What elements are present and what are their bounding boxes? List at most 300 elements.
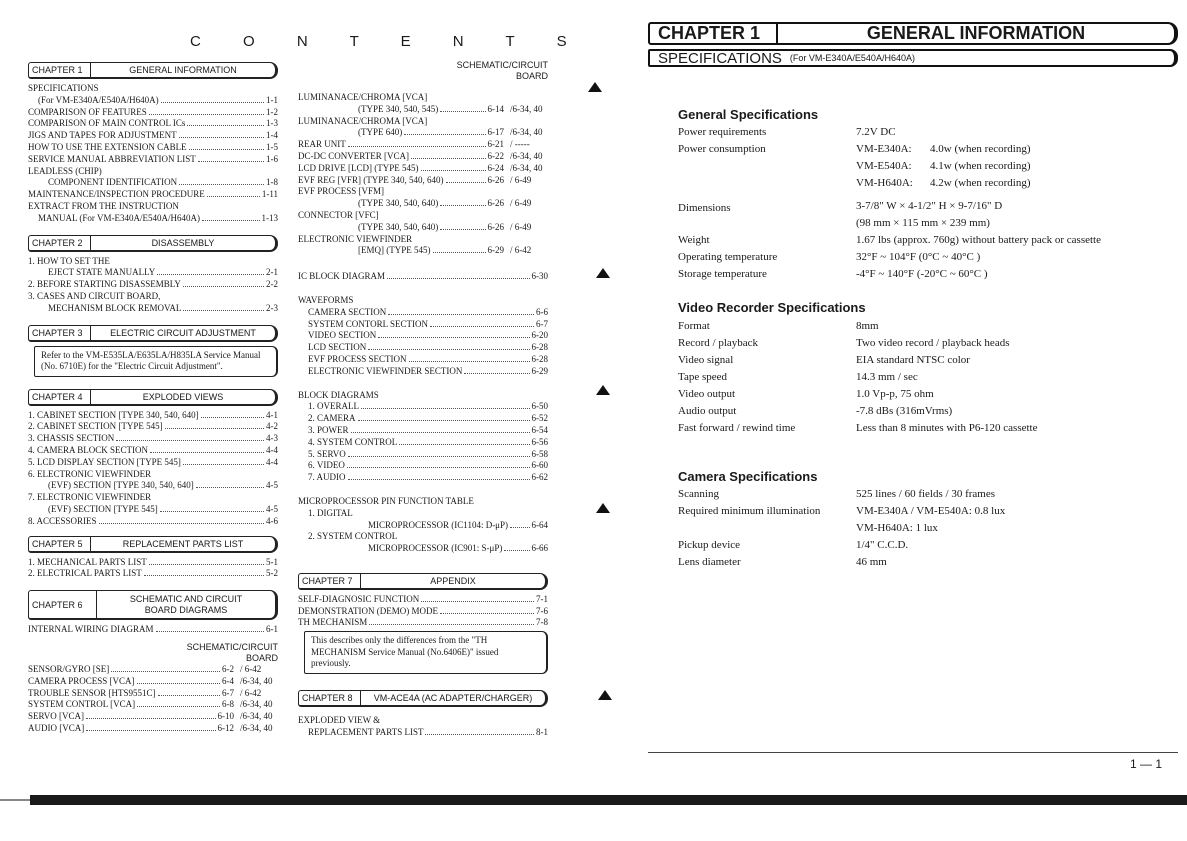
power-row [856,175,1178,192]
waveforms-heading: WAVEFORMS [298,294,354,305]
entry-title: (TYPE 340, 540, 545) [358,103,439,114]
entry-board-page: / 6-42 [510,245,532,256]
entry-page: 4-5 [266,480,278,491]
chapter-4-list [28,410,278,528]
chapter-banner [648,22,1178,45]
toc-entry [28,624,278,636]
power: 4.1w (when recording) [930,160,1031,172]
entry-page: 6-29 [531,365,548,376]
registration-mark-icon [598,690,612,700]
leader-dots [111,671,220,672]
leader-dots [368,349,529,350]
entry-title: 1. OVERALL [308,401,359,412]
entry-title: 2. CABINET SECTION [TYPE 545] [28,421,163,432]
entry-title: ELECTRONIC VIEWFINDER SECTION [308,365,463,376]
entry-board-page: / 6-42 [240,663,262,674]
video-recorder-specifications-heading: Video Recorder Specifications [678,300,866,315]
leader-dots [198,161,264,162]
leader-dots [137,706,220,707]
spec-row [678,386,1178,403]
toc-entry [308,413,548,425]
leader-dots [149,564,264,565]
entry-title: DC-DC CONVERTER [VCA] [298,150,409,161]
entry-title: 8. ACCESSORIES [28,515,97,526]
entry-board-page: /6-34, 40 [510,162,543,173]
spec-key: Audio output [678,405,737,417]
toc-entry [308,508,548,520]
entry-page: 2-1 [266,267,278,278]
toc-entry [298,151,548,163]
entry-title: 6. VIDEO [308,460,345,471]
entry-page: 4-4 [266,456,278,467]
entry-page: 1-6 [266,153,278,164]
micro-heading: MICROPROCESSOR PIN FUNCTION TABLE [298,495,474,506]
entry-title: (TYPE 640) [358,127,403,138]
entry-title: CONNECTOR [VFC] [298,209,379,220]
entry-title: CAMERA SECTION [308,306,387,317]
spec-row [678,249,1178,266]
entry-title: AUDIO [VCA] [28,722,85,733]
chapter-number: CHAPTER 3 [29,326,91,340]
toc-entry [298,92,548,104]
entry-board-page: /6-34, 40 [510,127,543,138]
leader-dots [156,631,265,632]
toc-entry [308,437,548,449]
toc-entry [28,303,278,315]
toc-entry [298,715,548,727]
spec-key: Required minimum illumination [678,505,821,517]
micro-list [298,508,548,555]
toc-entry [28,457,278,469]
specifications-subtitle: (For VM-E340A/E540A/H640A) [789,53,915,63]
camera-specifications [678,486,1178,571]
leader-dots [116,440,264,441]
chapter-number: CHAPTER 1 [29,63,91,77]
chapter-name: APPENDIX [430,575,476,586]
power: 4.0w (when recording) [930,143,1031,155]
leader-dots [433,252,486,253]
spec-row [678,232,1178,249]
spec-row [678,352,1178,369]
leader-dots [358,420,530,421]
toc-entry [28,711,278,723]
entry-page: 6-4 [222,675,234,686]
entry-title: 2. ELECTRICAL PARTS LIST [28,568,142,579]
entry-title: SERVICE MANUAL ABBREVIATION LIST [28,153,196,164]
toc-entry [28,83,278,95]
toc-entry [308,520,548,532]
spec-key: Tape speed [678,371,728,383]
schematic-header [28,642,278,664]
entry-title: EXPLODED VIEW & [298,714,381,725]
entry-page: 1-8 [266,177,278,188]
leader-dots [165,428,264,429]
spec-value: 46 mm [856,556,887,568]
toc-entry [28,154,278,166]
toc-entry [308,531,548,543]
entry-page: 4-5 [266,503,278,514]
leader-dots [202,220,260,221]
chapter-6-schematic-list [28,664,278,735]
leader-dots [144,575,264,576]
entry-page: 2-3 [266,302,278,313]
entry-page: 6-7 [536,318,548,329]
entry-page: 6-66 [531,543,548,554]
spec-row [678,537,1178,554]
leader-dots [157,274,264,275]
spec-row [678,403,1178,420]
chapter-name: ELECTRIC CIRCUIT ADJUSTMENT [110,327,256,338]
chapter-name: VM-ACE4A (AC ADAPTER/CHARGER) [373,692,533,703]
entry-page: 6-22 [487,150,504,161]
entry-page: 4-3 [266,433,278,444]
chapter-name-line-2: BOARD DIAGRAMS [144,604,228,615]
entry-page: 7-8 [536,617,548,628]
entry-page: 6-26 [487,174,504,185]
chapter-2-box [28,235,278,252]
spec-key: Dimensions [678,202,731,214]
leader-dots [201,417,264,418]
spec-row [678,369,1178,386]
toc-entry [308,460,548,472]
page-number: 1 — 1 [1130,757,1163,771]
entry-page: 6-54 [531,424,548,435]
entry-board-page: / 6-49 [510,198,532,209]
entry-title: (For VM-E340A/E540A/H640A) [38,94,159,105]
spec-key: Scanning [678,488,719,500]
entry-title: 4. CAMERA BLOCK SECTION [28,444,149,455]
entry-title: (TYPE 340, 540, 640) [358,221,439,232]
contents-column-right [298,60,548,738]
spec-value: 1.67 lbs (approx. 760g) without battery pack or cassette [856,234,1101,246]
leader-dots [409,361,530,362]
toc-entry [298,116,548,128]
spec-row [678,141,1178,192]
chapter-5-list [28,557,278,581]
power-row [856,141,1178,158]
toc-entry [28,445,278,457]
general-specifications [678,124,1178,283]
dimension-mm: (98 mm × 115 mm × 239 mm) [856,217,990,229]
chapter-1-list [28,83,278,225]
entry-title: COMPARISON OF MAIN CONTROL ICs [28,118,186,129]
toc-entry [298,606,548,618]
leader-dots [510,527,529,528]
toc-entry [298,210,548,222]
toc-entry [28,492,278,504]
leader-dots [351,432,530,433]
toc-entry [298,222,548,234]
toc-entry [298,186,548,198]
leader-dots [183,286,264,287]
toc-entry [308,543,548,555]
spec-key: Video output [678,388,736,400]
registration-mark-icon [596,268,610,278]
spec-value: 8mm [856,320,879,332]
spec-row [678,198,1178,232]
illumination-e340-e540: VM-E340A / VM-E540A: 0.8 lux [856,505,1006,517]
block-diagrams-list [298,401,548,484]
leader-dots [369,624,534,625]
entry-title: EJECT STATE MANUALLY [48,267,156,278]
spec-value: -4°F ~ 140°F (-20°C ~ 60°C ) [856,268,988,280]
spec-key: Pickup device [678,539,741,551]
entry-title: VIDEO SECTION [308,330,377,341]
dimension-inches: 3-7/8" W × 4-1/2" H × 9-7/16" D [856,200,1003,212]
spec-key: Format [678,320,710,332]
spec-value: 525 lines / 60 fields / 30 frames [856,488,996,500]
entry-title: INTERNAL WIRING DIAGRAM [28,624,154,635]
entry-page: 6-10 [217,711,234,722]
leader-dots [207,196,260,197]
power: 4.2w (when recording) [930,177,1031,189]
entry-title: EVF REG [VFR] (TYPE 340, 540, 640) [298,174,444,185]
toc-entry [28,177,278,189]
spec-value: Less than 8 minutes with P6-120 cassette [856,422,1038,434]
entry-title: MANUAL (For VM-E340A/E540A/H640A) [38,212,200,223]
leader-dots [149,114,264,115]
entry-page: 6-29 [487,245,504,256]
chapter-name: EXPLODED VIEWS [142,391,224,402]
toc-entry [28,256,278,268]
leader-dots [446,182,486,183]
entry-page: 6-52 [531,413,548,424]
spec-key: Fast forward / rewind time [678,422,796,434]
entry-page: 4-2 [266,421,278,432]
entry-title: DEMONSTRATION (DEMO) MODE [298,605,438,616]
leader-dots [196,487,264,488]
leader-dots [99,523,264,524]
chapter-number: CHAPTER 7 [299,574,361,588]
toc-entry [298,594,548,606]
leader-dots [348,456,530,457]
entry-title: EVF PROCESS [VFM] [298,186,385,197]
chapter-number: CHAPTER 4 [29,390,91,404]
entry-board-page: / 6-49 [510,221,532,232]
spec-row [678,124,1178,141]
entry-title: SERVO [VCA] [28,711,85,722]
toc-entry [298,234,548,246]
entry-board-page: / ----- [510,139,530,150]
specifications-banner [648,49,1178,67]
entry-title: LCD SECTION [308,342,367,353]
entry-title: 7. ELECTRONIC VIEWFINDER [28,492,152,503]
chapter-number: CHAPTER 6 [29,591,97,618]
entry-title: REPLACEMENT PARTS LIST [308,726,424,737]
entry-board-page: / 6-49 [510,174,532,185]
toc-entry [28,267,278,279]
entry-page: 6-50 [531,401,548,412]
leader-dots [179,184,264,185]
toc-entry-ic-block [298,271,548,283]
spec-value: 7.2V DC [856,126,896,138]
entry-title: MICROPROCESSOR (IC901: S-μP) [368,543,503,554]
entry-page: 6-58 [531,448,548,459]
toc-entry [28,699,278,711]
entry-page: 2-2 [266,279,278,290]
leader-dots [150,452,264,453]
footer-rule [648,752,1178,753]
entry-page: 6-2 [222,663,234,674]
chapter-7-list [298,594,548,629]
entry-page: 6-14 [487,103,504,114]
entry-title: COMPARISON OF FEATURES [28,106,147,117]
toc-entry [28,676,278,688]
spec-value: 14.3 mm / sec [856,371,918,383]
leader-dots [179,137,264,138]
toc-entry [28,118,278,130]
entry-page: 6-28 [531,342,548,353]
registration-mark-icon [596,503,610,513]
spec-value: EIA standard NTSC color [856,354,970,366]
spec-row [678,420,1178,437]
entry-page: 1-5 [266,141,278,152]
entry-page: 6-26 [487,198,504,209]
entry-page: 1-1 [266,94,278,105]
spec-value [856,141,1178,192]
schematic-header [298,60,548,82]
schematic-list-continued [298,92,548,257]
entry-title: 7. AUDIO [308,472,346,483]
toc-entry [28,568,278,580]
spec-key: Record / playback [678,337,759,349]
entry-title: 2. SYSTEM CONTROL [308,531,398,542]
entry-title: (EVF) SECTION [TYPE 340, 540, 640] [48,480,194,491]
entry-title: LCD DRIVE [LCD] (TYPE 545) [298,162,419,173]
toc-entry [28,279,278,291]
schematic-header-line-2: BOARD [245,652,278,663]
entry-page: 1-13 [261,212,278,223]
toc-entry [298,245,548,257]
chapter-name: REPLACEMENT PARTS LIST [122,538,244,549]
toc-entry [308,472,548,484]
entry-title: TROUBLE SENSOR [HTS9551C] [28,687,156,698]
entry-page: 6-64 [531,519,548,530]
spec-value: 1.0 Vp-p, 75 ohm [856,388,934,400]
entry-title: 2. CAMERA [308,413,356,424]
toc-entry [298,163,548,175]
model: VM-E340A: [856,143,912,155]
leader-dots [361,408,530,409]
power-row [856,158,1178,175]
chapter-number: CHAPTER 5 [29,537,91,551]
leader-dots [86,718,215,719]
entry-title: 3. CHASSIS SECTION [28,433,115,444]
leader-dots [86,730,215,731]
leader-dots [440,205,485,206]
entry-page: 4-4 [266,444,278,455]
toc-entry [298,139,548,151]
entry-board-page: /6-34, 40 [510,103,543,114]
chapter-8-list [298,715,548,739]
chapter-5-box [28,536,278,553]
entry-title: 1. DIGITAL [308,507,353,518]
contents-title: C O N T E N T S [190,33,586,50]
schematic-header-line-1: SCHEMATIC/CIRCUIT [186,641,278,652]
entry-title: 1. HOW TO SET THE [28,255,110,266]
entry-title: EVF PROCESS SECTION [308,353,407,364]
toc-entry [28,688,278,700]
video-recorder-specifications [678,318,1178,437]
spec-row [678,554,1178,571]
leader-dots [378,337,529,338]
leader-dots [421,170,486,171]
contents-column-left [28,60,278,735]
entry-page: 1-2 [266,106,278,117]
entry-title: MECHANISM BLOCK REMOVAL [48,302,182,313]
spec-key: Video signal [678,354,734,366]
entry-board-page: /6-34, 40 [510,150,543,161]
entry-page: 6-12 [217,722,234,733]
spec-row [678,503,1178,537]
entry-page: 6-8 [222,699,234,710]
entry-title: MICROPROCESSOR (IC1104: D-μP) [368,519,509,530]
toc-entry [28,213,278,225]
chapter-name [97,594,275,616]
entry-page: 6-56 [531,436,548,447]
leader-dots [187,125,264,126]
entry-page: 1-4 [266,130,278,141]
entry-page: 6-1 [266,624,278,635]
toc-entry [308,354,548,366]
entry-board-page: /6-34, 40 [240,722,273,733]
chapter-8-box [298,690,548,707]
spec-row [678,486,1178,503]
chapter-6-list [28,624,278,636]
toc-entry [28,166,278,178]
chapter-3-note: Refer to the VM-E535LA/E635LA/H835LA Service Manual (No. 6710E) for the "Electric Circuit Adjustment". [34,346,278,377]
entry-title: REAR UNIT [298,139,346,150]
toc-entry [298,727,548,739]
registration-mark-icon [596,385,610,395]
entry-title: SYSTEM CONTORL SECTION [308,318,429,329]
toc-entry [308,330,548,342]
leader-dots [183,464,264,465]
scan-edge [0,799,30,801]
entry-title: 5. LCD DISPLAY SECTION [TYPE 545] [28,456,181,467]
spec-key: Power consumption [678,143,766,155]
entry-board-page: / 6-42 [240,687,262,698]
toc-entry [28,480,278,492]
entry-title: 1. CABINET SECTION [TYPE 340, 540, 640] [28,409,199,420]
entry-page: 4-6 [266,515,278,526]
entry-page: 1-3 [266,118,278,129]
leader-dots [411,158,486,159]
entry-title: 5. SERVO [308,448,346,459]
toc-entry [28,189,278,201]
chapter-number: CHAPTER 8 [299,691,361,705]
entry-page: 6-7 [222,687,234,698]
toc-entry [28,142,278,154]
chapter-3-box [28,325,278,342]
spec-row [678,318,1178,335]
spec-row [678,335,1178,352]
toc-entry [28,557,278,569]
entry-title: LUMINANACE/CHROMA [VCA] [298,92,428,102]
entry-page: 6-24 [487,162,504,173]
leader-dots [440,111,485,112]
chapter-name-line-1: SCHEMATIC AND CIRCUIT [129,593,243,604]
schematic-header-line-2: BOARD [515,71,548,81]
entry-page: 5-1 [266,556,278,567]
spec-value: 32°F ~ 104°F (0°C ~ 40°C ) [856,251,981,263]
chapter-7-box [298,573,548,590]
entry-title: SENSOR/GYRO [SE] [28,663,110,674]
registration-mark-icon [588,82,602,92]
chapter-name: GENERAL INFORMATION [129,65,237,75]
spec-key: Operating temperature [678,251,778,263]
entry-title: TH MECHANISM [298,617,368,628]
